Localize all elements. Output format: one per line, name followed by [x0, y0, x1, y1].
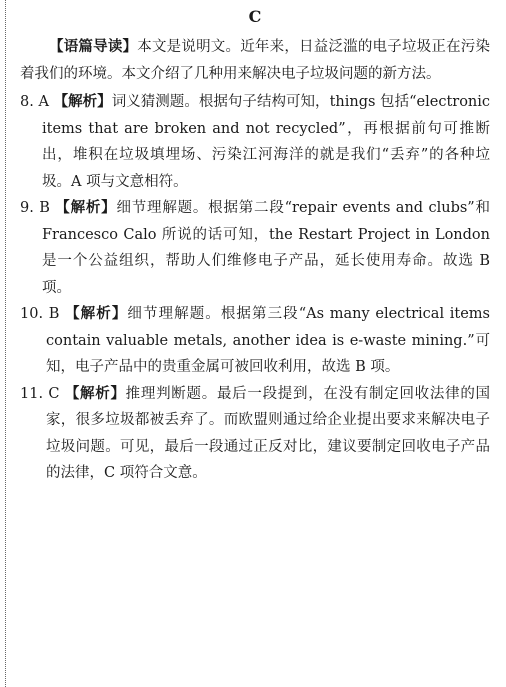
reading-guide-text: 本文是说明文。近年来，日益泛滥的电子垃圾正在污染着我们的环境。本文介绍了几种用来解决电子垃圾问题的新方法。 [20, 39, 491, 82]
analysis-text: 推理判断题。最后一段提到，在没有制定回收法律的国家，很多垃圾都被丢弃了。而欧盟则通过给企业提出要求来解决电子垃圾问题。可见，最后一段通过正反对比，建议要制定回收电子产品的法律，C 项符合文意。 [46, 385, 491, 481]
analysis-text: 词义猜测题。根据句子结构可知，things 包括“electronic items that are broken and not recycled”，再根据前句可推断出，堆积在垃圾填埋场、污染江河海洋的就是我们“丢弃”的各种垃圾。A 项与文意相符。 [42, 94, 491, 190]
answer-item-8 [20, 89, 490, 195]
answer-item-10 [20, 301, 490, 381]
analysis-text: 细节理解题。根据第二段“repair events and clubs”和 Francesco Calo 所说的话可知，the Restart Project in London 是一个公益组织，帮助人们维修电子产品，延长使用寿命。故选 B 项。 [42, 200, 490, 296]
reading-guide-paragraph [20, 34, 490, 87]
answer-number: 10. B [20, 306, 60, 322]
analysis-tag: 【解析】 [55, 199, 117, 216]
analysis-text: 细节理解题。根据第三段“As many electrical items contain valuable metals, another idea is e-waste mining.”可知，电子产品中的贵重金属可被回收利用，故选 B 项。 [46, 306, 490, 375]
section-title: C [248, 7, 262, 26]
analysis-tag: 【解析】 [64, 384, 126, 402]
answer-number: 11. C [20, 385, 60, 402]
answer-number: 8. A [20, 94, 49, 110]
answer-item-11 [20, 381, 490, 487]
answer-item-9 [20, 195, 490, 301]
analysis-tag: 【解析】 [65, 305, 128, 322]
dotted-margin-rule [5, 0, 6, 687]
answer-explanation-page [20, 4, 490, 487]
answer-number: 9. B [20, 200, 50, 216]
analysis-tag: 【解析】 [53, 93, 112, 110]
reading-guide-tag: 【语篇导读】 [49, 38, 138, 55]
